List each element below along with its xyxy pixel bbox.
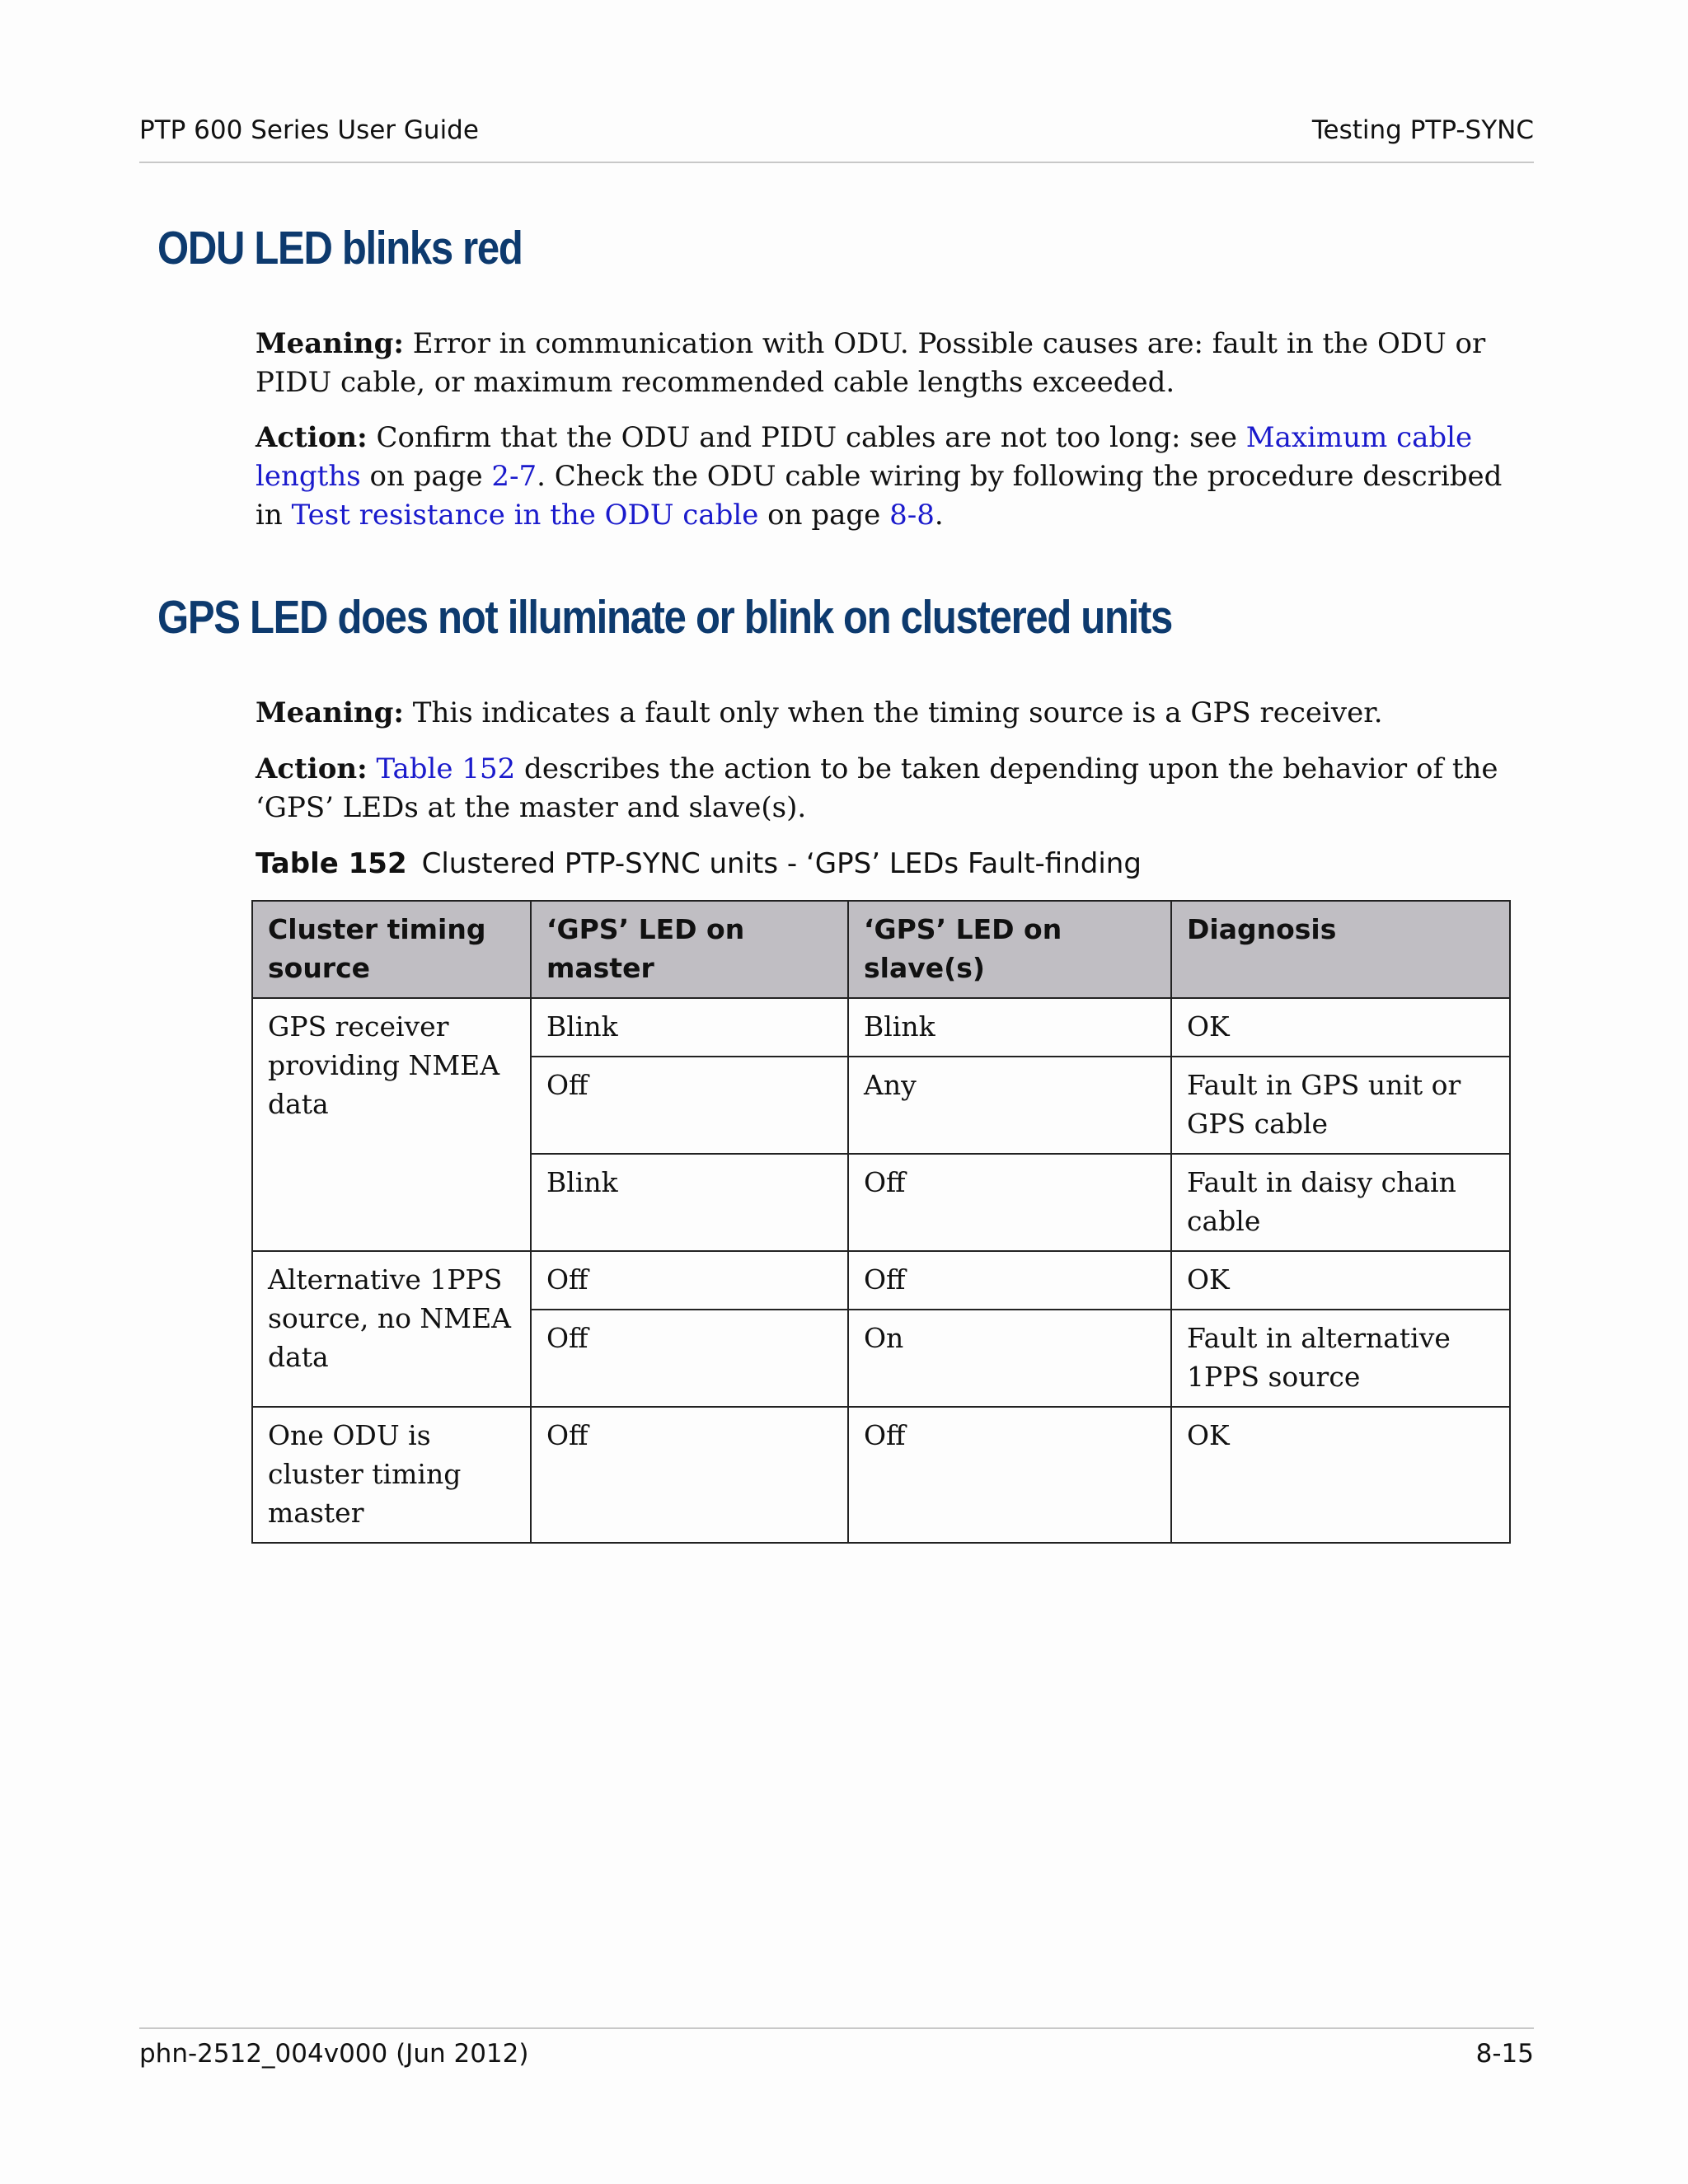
table-cell-diagnosis: Fault in alternative 1PPS source: [1171, 1310, 1510, 1407]
section1-action: [256, 419, 1533, 535]
table-cell-source: GPS receiver providing NMEA data: [252, 998, 531, 1251]
table-cell-slave: Blink: [848, 998, 1171, 1057]
table-cell-slave: Any: [848, 1057, 1171, 1154]
footer-rule: [139, 2027, 1534, 2029]
table-caption-label: Table 152: [256, 847, 407, 880]
table-cell-diagnosis: OK: [1171, 1251, 1510, 1310]
table-cell-slave: Off: [848, 1407, 1171, 1543]
header-doc-title: PTP 600 Series User Guide: [139, 115, 479, 145]
table-cell-source: One ODU is cluster timing master: [252, 1407, 531, 1543]
section-heading-gps-led: GPS LED does not illuminate or blink on clustered units: [157, 591, 1172, 644]
table-row: [252, 998, 1510, 1057]
table-cell-master: Off: [531, 1057, 848, 1154]
table-cell-source: Alternative 1PPS source, no NMEA data: [252, 1251, 531, 1407]
table-row: [252, 1251, 1510, 1310]
table-cell-master: Off: [531, 1407, 848, 1543]
link-table-152[interactable]: Table 152: [376, 752, 516, 785]
section2-action: [256, 750, 1533, 827]
link-test-resistance[interactable]: Test resistance in the ODU cable: [291, 499, 759, 532]
table-cell-slave: On: [848, 1310, 1171, 1407]
table-caption: [256, 847, 1142, 880]
page-number: 8-15: [1475, 2039, 1534, 2069]
column-header-gps-led-slave: ‘GPS’ LED on slave(s): [848, 901, 1171, 998]
link-page-2-7[interactable]: 2-7: [491, 460, 537, 493]
header-chapter-title: Testing PTP-SYNC: [1311, 115, 1534, 145]
action-text: Confirm that the ODU and PIDU cables are not too long: see: [367, 421, 1246, 454]
meaning-text: Error in communication with ODU. Possible causes are: fault in the ODU or PIDU cable, or maximum recommended cable lengths exceeded.: [256, 327, 1486, 399]
page-footer: [139, 2039, 1534, 2069]
fault-finding-table: [251, 900, 1511, 1544]
action-text: .: [934, 499, 944, 532]
column-header-timing-source: Cluster timing source: [252, 901, 531, 998]
table-caption-text: Clustered PTP-SYNC units - ‘GPS’ LEDs Fault-finding: [421, 847, 1142, 880]
section1-meaning: [256, 325, 1533, 402]
action-text: on page: [758, 499, 890, 532]
footer-doc-id: phn-2512_004v000 (Jun 2012): [139, 2039, 529, 2069]
table-cell-master: Off: [531, 1310, 848, 1407]
action-text: on page: [360, 460, 492, 493]
header-rule: [139, 162, 1534, 163]
table-row: [252, 1407, 1510, 1543]
action-label: Action:: [256, 752, 368, 785]
table-cell-diagnosis: OK: [1171, 1407, 1510, 1543]
link-maximum-cable-lengths[interactable]: Maximum cable lengths: [256, 421, 1473, 493]
table-header-row: [252, 901, 1510, 998]
action-label: Action:: [256, 421, 368, 454]
table-cell-master: Blink: [531, 998, 848, 1057]
action-text: . Check the ODU cable wiring by following the procedure described in: [256, 460, 1503, 532]
column-header-gps-led-master: ‘GPS’ LED on master: [531, 901, 848, 998]
meaning-text: This indicates a fault only when the timing source is a GPS receiver.: [403, 696, 1383, 729]
section2-meaning: [256, 694, 1533, 733]
page-header: [139, 115, 1534, 145]
table-cell-slave: Off: [848, 1154, 1171, 1251]
meaning-label: Meaning:: [256, 327, 404, 360]
table-cell-diagnosis: Fault in daisy chain cable: [1171, 1154, 1510, 1251]
table-cell-slave: Off: [848, 1251, 1171, 1310]
table-cell-master: Off: [531, 1251, 848, 1310]
column-header-diagnosis: Diagnosis: [1171, 901, 1510, 998]
table-cell-master: Blink: [531, 1154, 848, 1251]
link-page-8-8[interactable]: 8-8: [889, 499, 935, 532]
table-cell-diagnosis: OK: [1171, 998, 1510, 1057]
action-text: describes the action to be taken depending upon the behavior of the ‘GPS’ LEDs at the master and slave(s).: [256, 752, 1498, 824]
meaning-label: Meaning:: [256, 696, 404, 729]
table-cell-diagnosis: Fault in GPS unit or GPS cable: [1171, 1057, 1510, 1154]
section-heading-odu-led: ODU LED blinks red: [157, 222, 523, 274]
